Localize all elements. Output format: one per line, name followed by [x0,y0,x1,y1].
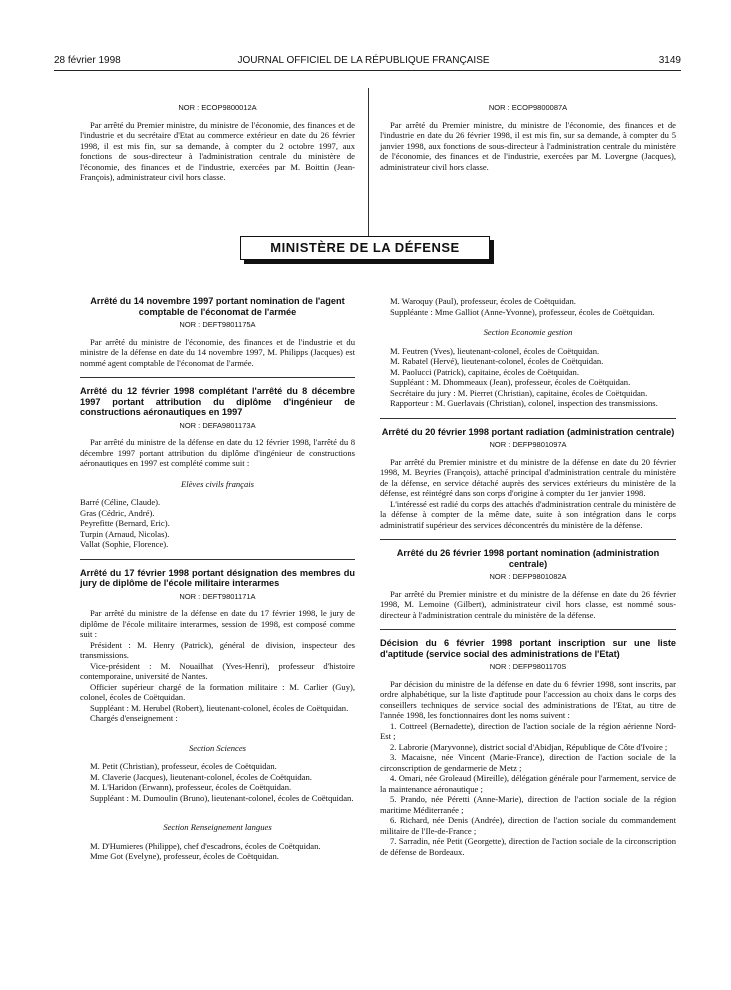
article-text: Par arrêté du ministre de la défense en date du 12 février 1998, l'arrêté du 8 décembre 1997 portant attribution du diplôme d'ingénieur de constructions aéronautiques en 1997 est complété comme suit : [80,437,355,468]
jury-line: M. L'Haridon (Erwann), professeur, écoles de Coëtquidan. [90,782,292,792]
jury-line: Mme Got (Evelyne), professeur, écoles de Coëtquidan. [90,851,279,861]
separator [380,629,676,630]
article-title: Arrêté du 14 novembre 1997 portant nomination de l'agent comptable de l'économat de l'armée [90,296,345,317]
article-text: Par arrêté du Premier ministre et du ministre de la défense en date du 20 février 1998, M. Beyries (François), attaché principal d'administration centrale du ministère de la défense, en service détaché auprès des services extérieurs du ministère de la défense, est réintégré dans son corps d'origine à compter du 1er janvier 1998. [380,456,676,498]
article-title: Arrêté du 12 février 1998 complétant l'arrêté du 8 décembre 1997 portant attribution du diplôme d'ingénieur de constructions aéronautiques en 1997 [80,386,355,417]
article-title: Arrêté du 17 février 1998 portant désignation des membres du jury de diplôme de l'école militaire interarmes [80,567,355,588]
jury-line: Officier supérieur chargé de la formation militaire : M. Carlier (Guy), colonel, écoles de Coëtquidan. [80,681,355,702]
list-item: Peyrefitte (Bernard, Eric). [80,518,170,528]
header-page-number: 3149 [658,55,681,66]
jury-line: Secrétaire du jury : M. Pierret (Christian), capitaine, écoles de Coëtquidan. [390,387,648,398]
article-title: Arrêté du 26 février 1998 portant nomination (administration centrale) [396,548,660,569]
list-item: Vallat (Sophie, Florence). [80,539,169,549]
ministry-title: MINISTÈRE DE LA DÉFENSE [240,236,490,260]
list-item: 5. Prando, née Péretti (Anne-Marie), direction de l'action sociale de la région maritime Méditerranée ; [380,794,676,815]
article-text: Par décision du ministre de la défense en date du 6 février 1998, sont inscrits, par ordre alphabétique, sur la liste d'aptitude pour l'accession au choix dans le corps des conseillers techniques de service social des administrations de l'Etat, au titre de l'année 1998, les fonctionnaires dont les noms suivent : [380,678,676,720]
nor-reference: NOR : ECOP9800012A [178,103,257,112]
nor-reference: NOR : DEFT9801171A [179,591,256,601]
list-item: 3. Macaisne, née Vincent (Marie-France), direction de l'action sociale de la circonscription de gendarmerie de Metz ; [380,752,676,773]
nor-reference: NOR : DEFP9801082A [489,572,567,581]
header-date: 28 février 1998 [54,55,121,66]
left-column [80,296,355,862]
header-journal-title: JOURNAL OFFICIEL DE LA RÉPUBLIQUE FRANÇAISE [237,55,490,66]
article-text: Par arrêté du ministre de l'économie, des finances et de l'industrie et du ministre de la défense en date du 14 novembre 1997, M. Philipps (Jacques) est nommé agent comptable de l'économat de l'armée. [80,336,355,368]
article-text: L'intéressé est radié du corps des attachés d'administration centrale du ministère de la défense à compter de la même date, suite à son intégration dans le corps administratif supérieur des services déconcentrés du ministère de la défense. [380,498,676,530]
jury-line: Chargés d'enseignement : [90,713,178,723]
list-item: 1. Cottreel (Bernadette), direction de l'action sociale de la région aérienne Nord-Est ; [380,720,676,741]
ministry-banner [240,236,496,260]
jury-line: M. D'Humieres (Philippe), chef d'escadrons, écoles de Coëtquidan. [90,840,321,851]
jury-line: M. Feutren (Yves), lieutenant-colonel, écoles de Coëtquidan. [390,345,600,356]
list-item: Gras (Cédric, André). [80,507,155,518]
column-divider [368,88,369,238]
nor-reference: NOR : DEFP9801097A [489,440,567,449]
jury-line: Vice-président : M. Nouailhat (Yves-Henri), professeur d'histoire contemporaine, université de Nantes. [80,660,355,681]
section-heading: Section Sciences [188,742,247,753]
list-item: 4. Omari, née Groleaud (Mireille), délégation générale pour l'armement, service de la maintenance aéronautique ; [380,773,676,794]
article-text: Par arrêté du Premier ministre, du ministre de l'économie, des finances et de l'industrie et du secrétaire d'Etat au commerce extérieur en date du 26 février 1998, il est mis fin, sur sa demande, à compter du 2 octobre 1997, aux fonctions de sous-directeur à l'administration centrale du ministère de l'économie, des finances et de l'industrie, exercées par M. Boittin (Jean-François), administrateur civil hors classe. [80,119,355,182]
list-item: Barré (Céline, Claude). [80,497,161,507]
jury-line: M. Rabatel (Hervé), lieutenant-colonel, écoles de Coëtquidan. [390,356,604,366]
jury-line: Rapporteur : M. Guerlavais (Christian), colonel, inspection des transmissions. [390,398,658,408]
jury-line: Suppléant : M. Herubel (Robert), lieutenant-colonel, écoles de Coëtquidan. [90,702,349,713]
section-heading: Elèves civils français [180,478,255,489]
nor-reference: NOR : DEFP9801170S [489,662,567,671]
separator [380,418,676,419]
separator [80,377,355,378]
article-title: Décision du 6 février 1998 portant inscription sur une liste d'aptitude (service social des administrations de l'Etat) [380,638,676,659]
page-header [46,55,681,69]
list-item: 2. Labrorie (Maryvonne), district social d'Abidjan, République de Côte d'Ivoire ; [390,741,668,752]
list-item: 7. Sarradin, née Petit (Georgette), direction de l'action sociale de la circonscription de défense de Bordeaux. [380,836,676,857]
right-column [380,296,676,857]
jury-line: M. Petit (Christian), professeur, écoles de Coëtquidan. [90,761,277,771]
jury-line: Suppléante : Mme Galliot (Anne-Yvonne), professeur, écoles de Coëtquidan. [390,306,655,317]
list-item: 6. Richard, née Denis (Andrée), direction de l'action sociale du commandement militaire de l'Ile-de-France ; [380,815,676,836]
section-heading: Section Economie gestion [483,327,573,337]
article-text: Par arrêté du Premier ministre, du ministre de l'économie, des finances et de l'industrie en date du 26 février 1998, il est mis fin, sur sa demande, à compter du 5 janvier 1998, aux fonctions de sous-directeur à l'administration centrale du ministère de l'économie, des finances et de l'industrie, exercées par M. Lovergne (Jacques), administrateur civil hors classe. [380,119,676,172]
jury-line: M. Claverie (Jacques), lieutenant-colonel, écoles de Coëtquidan. [90,771,312,782]
jury-line: Suppléant : M. Dhommeaux (Jean), professeur, écoles de Coëtquidan. [390,377,631,387]
section-heading: Section Renseignement langues [163,822,272,832]
nor-reference: NOR : DEFT9801175A [179,320,256,329]
list-item: Turpin (Arnaud, Nicolas). [80,528,170,539]
separator [80,559,355,560]
jury-line: Président : M. Henry (Patrick), général de division, inspecteur des transmissions. [80,639,355,660]
separator [380,539,676,540]
article-text: Par arrêté du ministre de la défense en date du 17 février 1998, le jury de diplôme de l'école militaire interarmes, session de 1998, est composé comme suit : [80,608,355,639]
nor-reference: NOR : DEFA9801173A [179,420,256,430]
jury-line: M. Waroquy (Paul), professeur, écoles de Coëtquidan. [390,296,576,306]
top-left-article [80,100,355,183]
nor-reference: NOR : ECOP9800087A [488,103,568,112]
jury-line: M. Paolucci (Patrick), capitaine, écoles de Coëtquidan. [390,366,579,377]
article-title: Arrêté du 20 février 1998 portant radiation (administration centrale) [381,426,675,437]
article-text: Par arrêté du Premier ministre et du ministre de la défense en date du 26 février 1998, M. Lemoine (Gilbert), administrateur civil hors classe, est nommé sous-directeur à l'administration centrale du ministère de la défense. [380,588,676,620]
top-right-article [380,100,676,172]
jury-line: Suppléant : M. Dumoulin (Bruno), lieutenant-colonel, écoles de Coëtquidan. [90,792,354,803]
header-rule [54,70,681,71]
